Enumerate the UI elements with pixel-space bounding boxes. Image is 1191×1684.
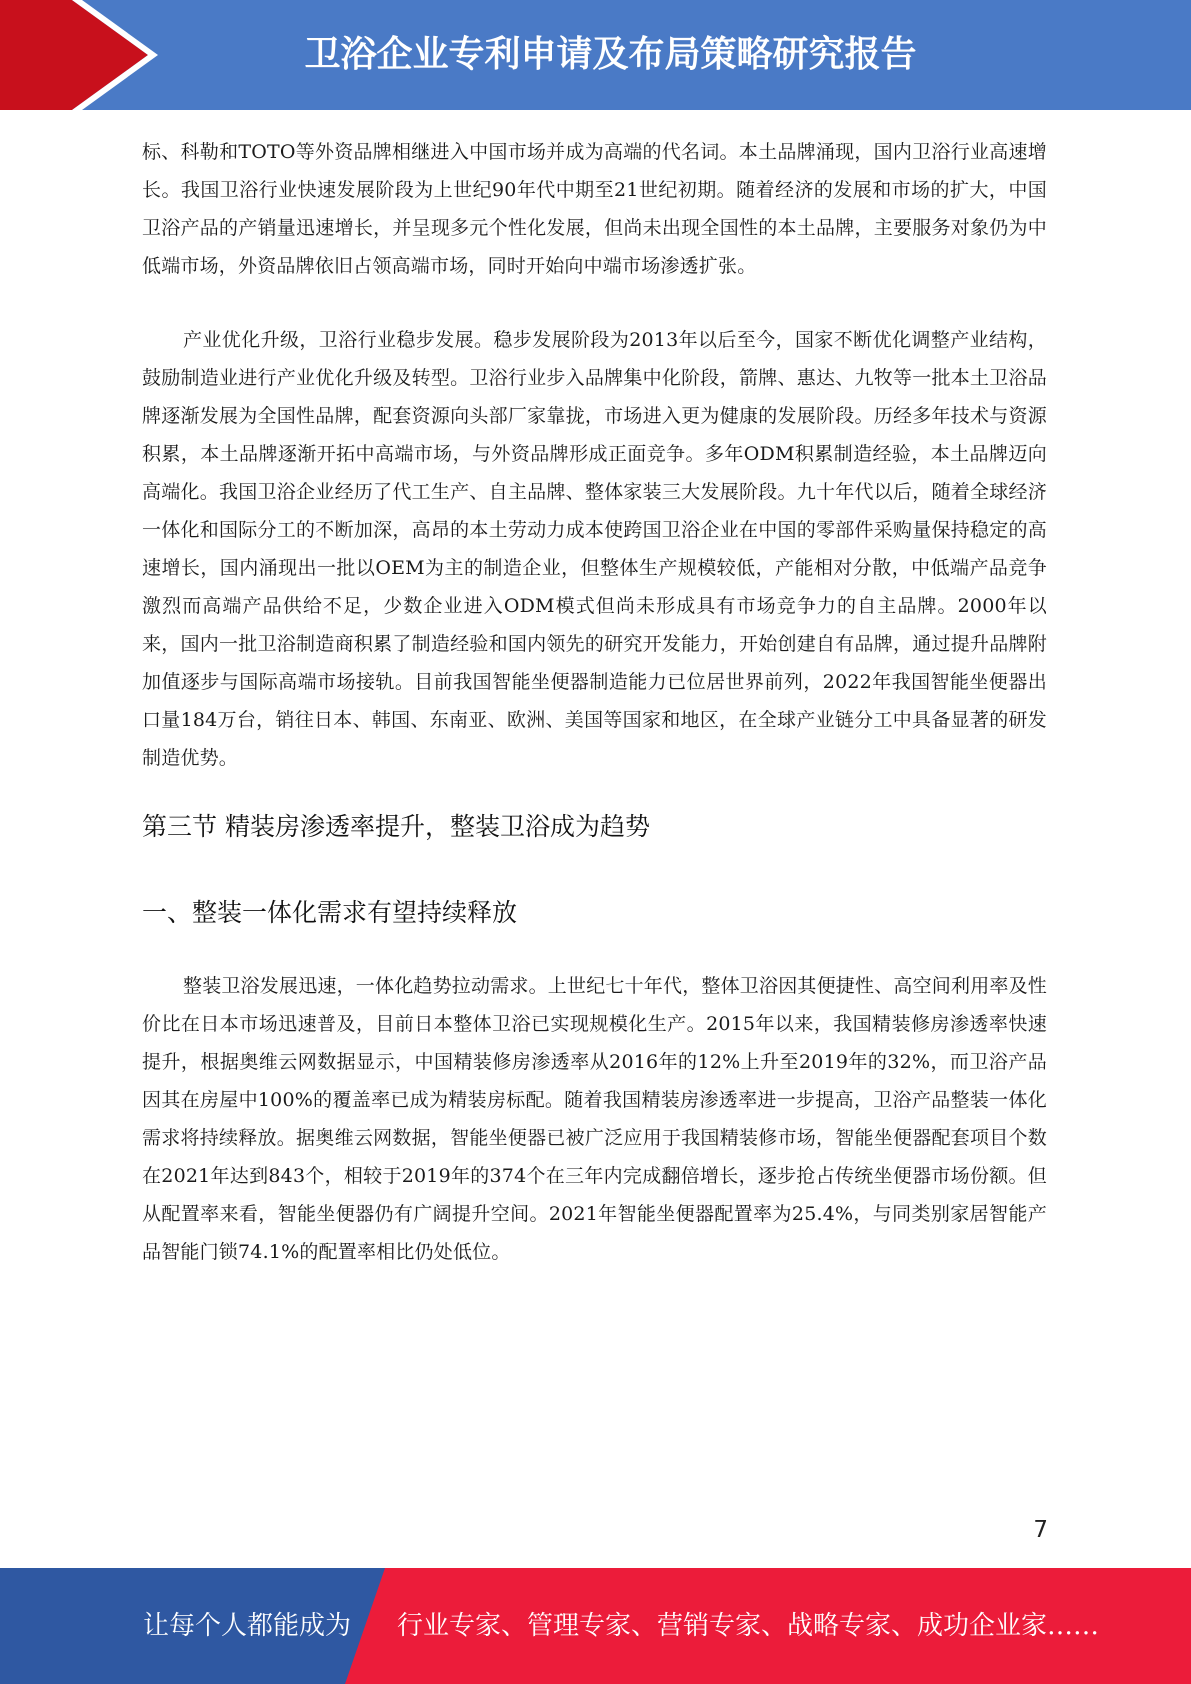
body-paragraph-3: 整装卫浴发展迅速，一体化趋势拉动需求。上世纪七十年代，整体卫浴因其便捷性、高空间利用率及性价比在日本市场迅速普及，目前日本整体卫浴已实现规模化生产。2015年以来，我国精装修房渗透率快速提升，根据奥维云网数据显示，中国精装修房渗透率从2016年的12%上升至2019年的32%，而卫浴产品因其在房屋中100%的覆盖率已成为精装房标配。随着我国精装房渗透率进一步提高，卫浴产品整装一体化需求将持续释放。据奥维云网数据，智能坐便器已被广泛应用于我国精装修市场，智能坐便器配套项目个数在2021年达到843个，相较于2019年的374个在三年内完成翻倍增长，逐步抢占传统坐便器市场份额。但从配置率来看，智能坐便器仍有广阔提升空间。2021年智能坐便器配置率为25.4%，与同类别家居智能产品智能门锁74.1%的配置率相比仍处低位。 — [142, 975, 1048, 1263]
body-paragraph-2: 产业优化升级，卫浴行业稳步发展。稳步发展阶段为2013年以后至今，国家不断优化调整产业结构，鼓励制造业进行产业优化升级及转型。卫浴行业步入品牌集中化阶段，箭牌、惠达、九牧等一批本土卫浴品牌逐渐发展为全国性品牌，配套资源向头部厂家靠拢，市场进入更为健康的发展阶段。历经多年技术与资源积累，本土品牌逐渐开拓中高端市场，与外资品牌形成正面竞争。多年ODM积累制造经验，本土品牌迈向高端化。我国卫浴企业经历了代工生产、自主品牌、整体家装三大发展阶段。九十年代以后，随着全球经济一体化和国际分工的不断加深，高昂的本土劳动力成本使跨国卫浴企业在中国的零部件采购量保持稳定的高速增长，国内涌现出一批以OEM为主的制造企业，但整体生产规模较低，产能相对分散，中低端产品竞争激烈而高端产品供给不足，少数企业进入ODM模式但尚未形成具有市场竞争力的自主品牌。2000年以来，国内一批卫浴制造商积累了制造经验和国内领先的研究开发能力，开始创建自有品牌，通过提升品牌附加值逐步与国际高端市场接轨。目前我国智能坐便器制造能力已位居世界前列，2022年我国智能坐便器出口量184万台，销往日本、韩国、东南亚、欧洲、美国等国家和地区，在全球产业链分工中具备显著的研发制造优势。 — [142, 329, 1047, 769]
page-footer — [0, 1568, 1191, 1684]
footer-slogan-left: 让每个人都能成为 — [143, 1611, 352, 1641]
footer-slogan-right: 行业专家、管理专家、营销专家、战略专家、成功企业家…… — [397, 1611, 1100, 1641]
page-number: 7 — [1033, 1517, 1048, 1543]
page-header — [0, 0, 1191, 110]
report-title: 卫浴企业专利申请及布局策略研究报告 — [304, 34, 917, 75]
subsection-heading: 一、整装一体化需求有望持续释放 — [142, 898, 518, 927]
main-content — [142, 133, 1047, 1271]
body-paragraph-1: 标、科勒和TOTO等外资品牌相继进入中国市场并成为高端的代名词。本土品牌涌现，国内卫浴行业高速增长。我国卫浴行业快速发展阶段为上世纪90年代中期至21世纪初期。随着经济的发展和市场的扩大，中国卫浴产品的产销量迅速增长，并呈现多元个性化发展，但尚未出现全国性的本土品牌，主要服务对象仍为中低端市场，外资品牌依旧占领高端市场，同时开始向中端市场渗透扩张。 — [142, 141, 1047, 277]
section-heading: 第三节 精装房渗透率提升，整装卫浴成为趋势 — [142, 812, 650, 841]
